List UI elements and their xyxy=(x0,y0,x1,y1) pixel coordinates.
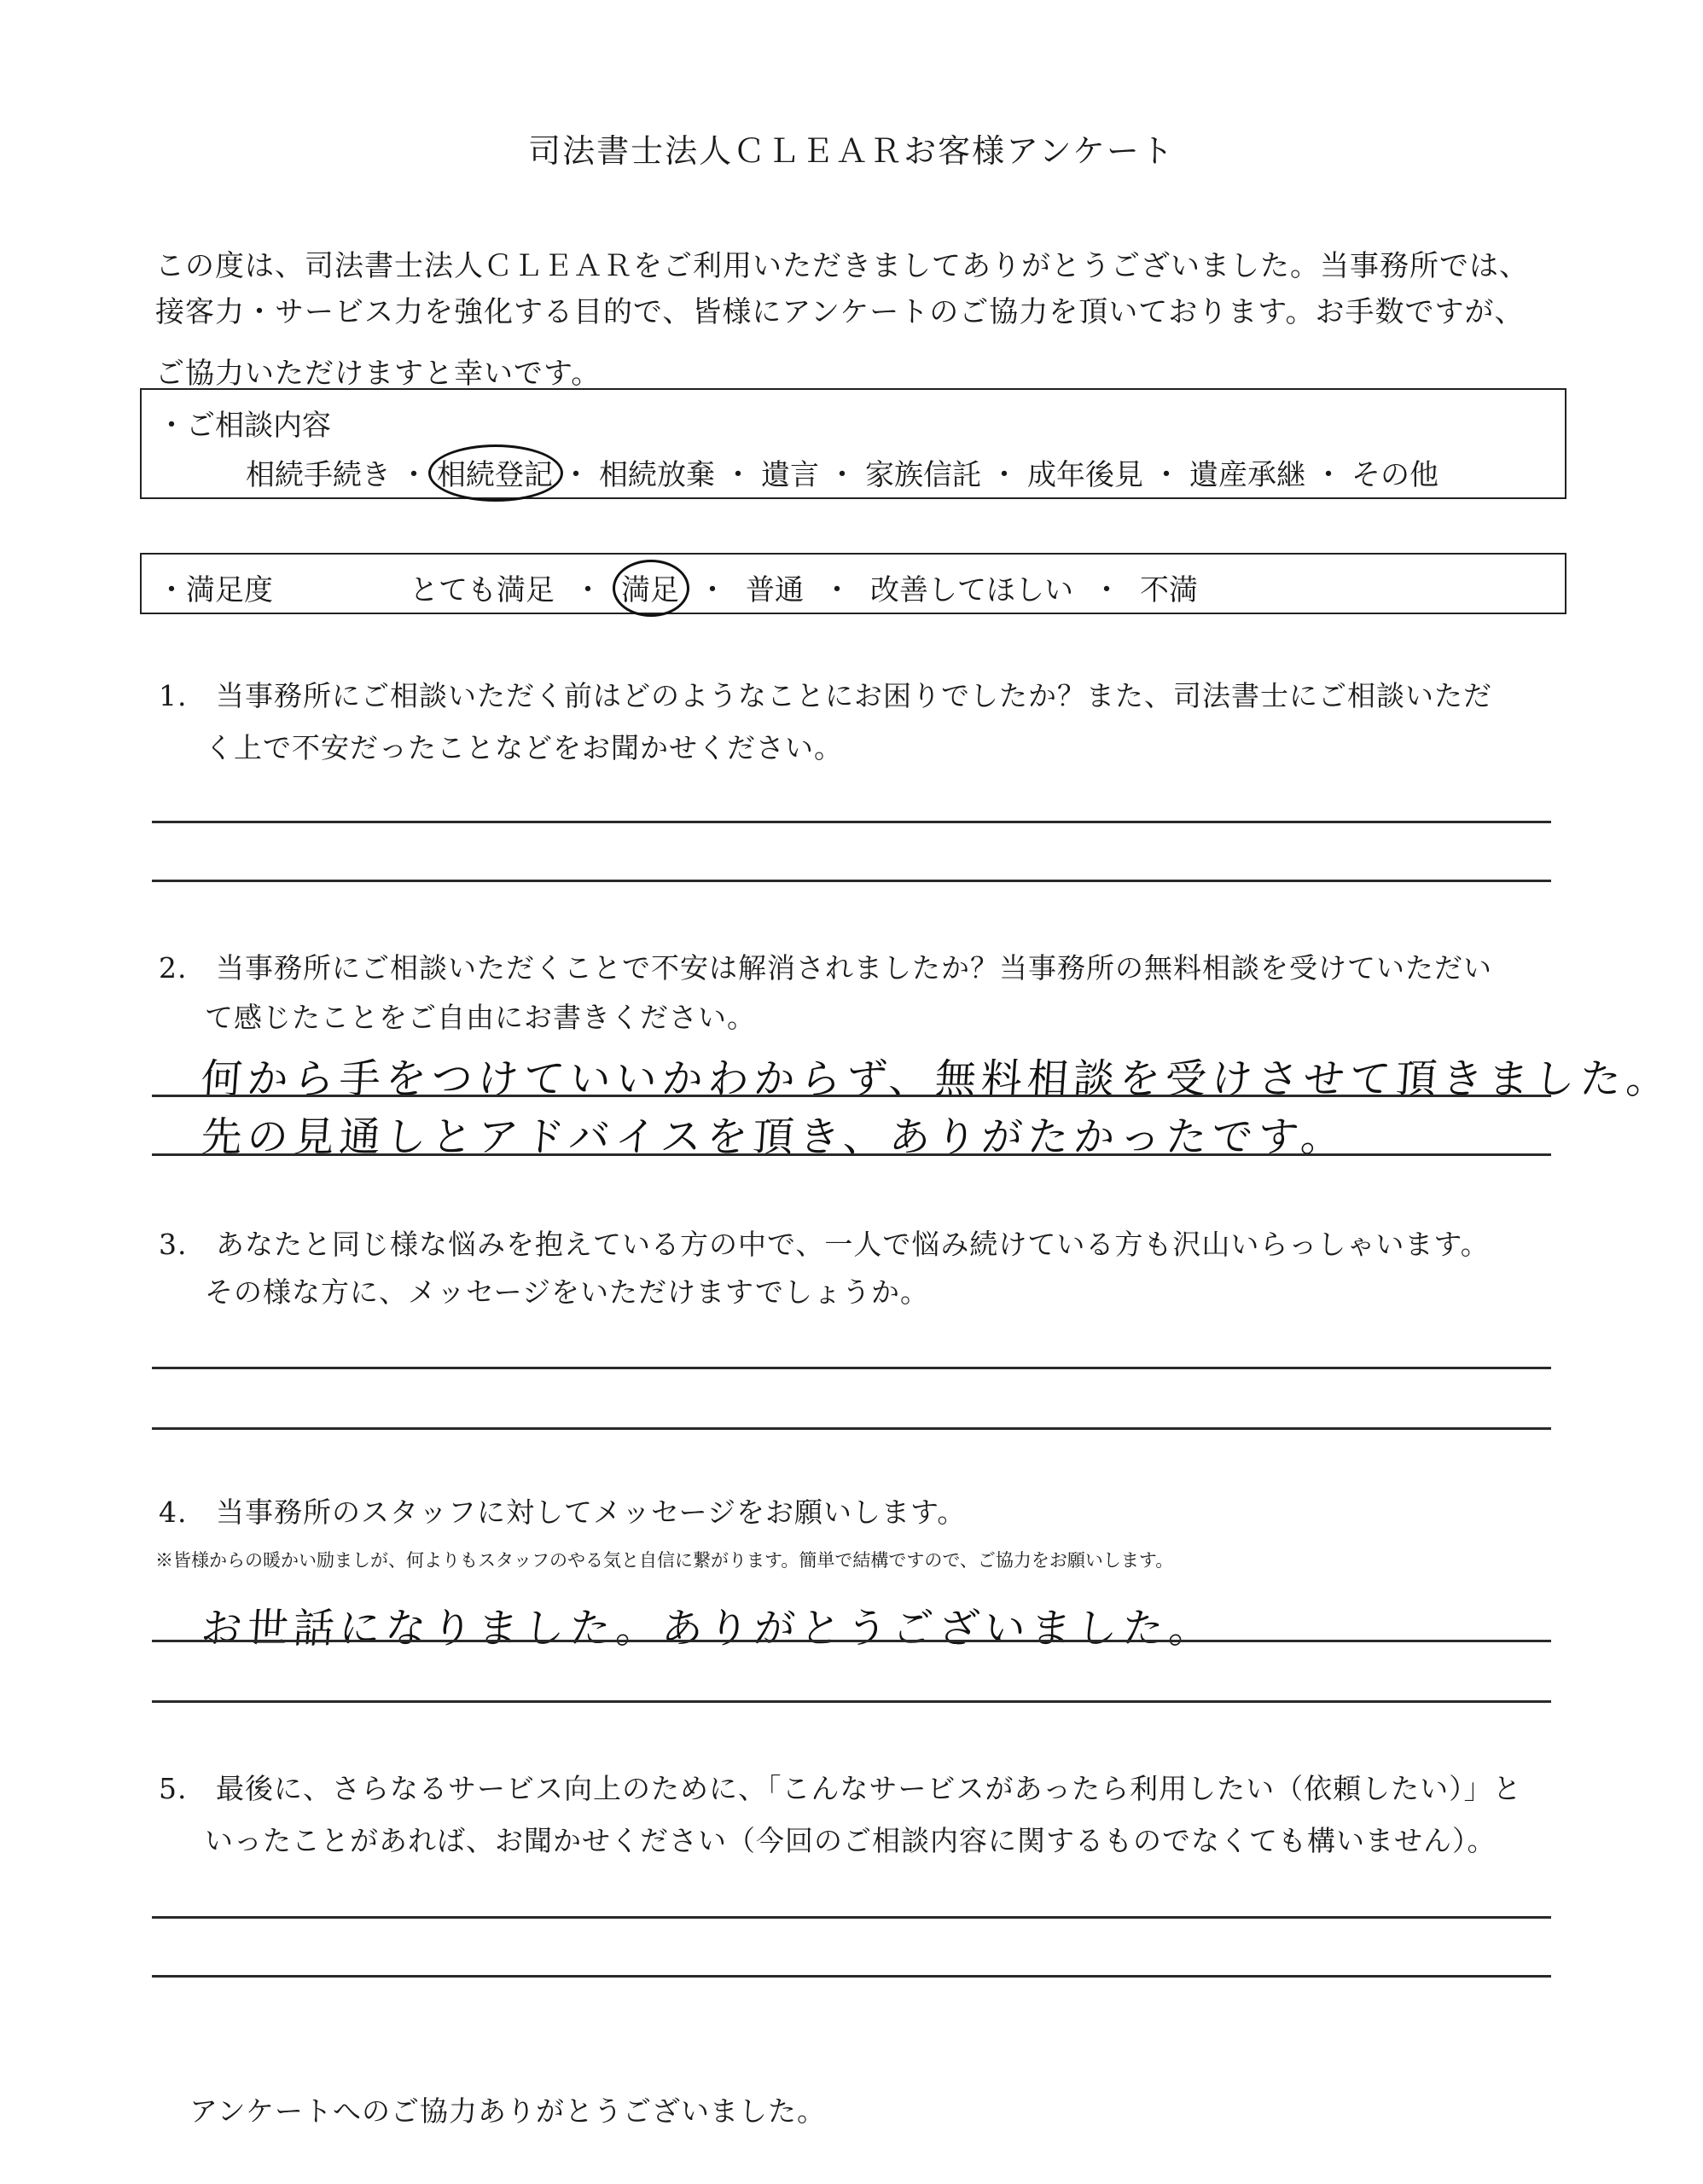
question-3 xyxy=(159,1223,1490,1263)
question-2 xyxy=(159,946,1492,986)
question-1-line-2: く上で不安だったことなどをお聞かせください。 xyxy=(205,731,843,764)
answer-line[interactable] xyxy=(152,1640,1551,1642)
answer-line[interactable] xyxy=(152,1700,1551,1703)
question-4 xyxy=(159,1490,966,1531)
consultation-option[interactable]: その他 xyxy=(1351,458,1439,492)
survey-title: 司法書士法人ＣＬＥＡＲお客様アンケート xyxy=(528,132,1175,170)
satisfaction-option-selected[interactable]: 満足 xyxy=(618,566,683,608)
footer-thanks: アンケートへのご協力ありがとうございました。 xyxy=(189,2094,827,2128)
answer-line[interactable] xyxy=(152,1095,1551,1097)
satisfaction-box xyxy=(140,553,1566,614)
question-3-line-2: その様な方に、メッセージをいただけますでしょうか。 xyxy=(205,1275,930,1309)
answer-line[interactable] xyxy=(152,880,1551,882)
consultation-option[interactable]: 遺言 xyxy=(761,458,819,492)
answer-line[interactable] xyxy=(152,1367,1551,1369)
question-number: 5. xyxy=(159,1772,188,1805)
answer-line[interactable] xyxy=(152,1916,1551,1919)
question-text: 当事務所にご相談いただく前はどのようなことにお困りでしたか？また、司法書士にご相談いただ xyxy=(216,679,1492,712)
consultation-option[interactable]: 成年後見 xyxy=(1027,458,1143,492)
intro-line-2: 接客力・サービス力を強化する目的で、皆様にアンケートのご協力を頂いております。お手数ですが、 xyxy=(155,295,1525,329)
satisfaction-options xyxy=(406,566,1201,608)
separator: ・ xyxy=(561,458,590,492)
answer-line[interactable] xyxy=(152,1153,1551,1156)
question-text: あなたと同じ様な悩みを抱えている方の中で、一人で悩み続けている方も沢山いらっしゃいます。 xyxy=(216,1228,1490,1261)
question-text: 最後に、さらなるサービス向上のために、「こんなサービスがあったら利用したい（依頼したい）」と xyxy=(216,1772,1522,1805)
satisfaction-option[interactable]: 不満 xyxy=(1140,573,1198,607)
consultation-options xyxy=(242,451,1442,493)
question-number: 4. xyxy=(159,1496,188,1529)
satisfaction-option[interactable]: とても満足 xyxy=(410,573,555,607)
separator: ・ xyxy=(724,458,753,492)
separator: ・ xyxy=(1092,573,1121,607)
intro-line-1: この度は、司法書士法人ＣＬＥＡＲをご利用いただきましてありがとうございました。当事務所では、 xyxy=(155,249,1529,283)
question-2-line-2: て感じたことをご自由にお書きください。 xyxy=(205,1001,756,1034)
question-text: 当事務所にご相談いただくことで不安は解消されましたか？当事務所の無料相談を受けていただい xyxy=(216,951,1492,985)
question-5-line-2: いったことがあれば、お聞かせください（今回のご相談内容に関するものでなくても構いません）。 xyxy=(205,1824,1497,1857)
consultation-option[interactable]: 相続手続き xyxy=(246,458,391,492)
consultation-option[interactable]: 相続放棄 xyxy=(599,458,715,492)
intro-line-3: ご協力いただけますと幸いです。 xyxy=(155,357,602,391)
separator: ・ xyxy=(573,573,602,607)
consultation-option[interactable]: 遺産承継 xyxy=(1189,458,1305,492)
handwritten-answer-4-line-1[interactable]: お世話になりました。ありがとうございました。 xyxy=(199,1605,1217,1653)
separator: ・ xyxy=(399,458,428,492)
satisfaction-option[interactable]: 改善してほしい xyxy=(870,573,1073,607)
satisfaction-label: ・満足度 xyxy=(157,573,273,607)
separator: ・ xyxy=(822,573,852,607)
question-5 xyxy=(159,1767,1522,1807)
question-text: 当事務所のスタッフに対してメッセージをお願いします。 xyxy=(216,1496,967,1529)
consultation-option[interactable]: 家族信託 xyxy=(865,458,981,492)
satisfaction-option[interactable]: 普通 xyxy=(746,573,804,607)
consultation-label: ・ご相談内容 xyxy=(157,409,331,443)
question-number: 1. xyxy=(159,679,188,712)
separator: ・ xyxy=(698,573,727,607)
separator: ・ xyxy=(1152,458,1181,492)
separator: ・ xyxy=(990,458,1019,492)
consultation-box xyxy=(140,388,1566,499)
answer-line[interactable] xyxy=(152,821,1551,823)
handwritten-answer-2-line-1[interactable]: 何から手をつけていいかわからず、無料相談を受けさせて頂きました。 xyxy=(199,1055,1674,1103)
question-4-note: ※皆様からの暖かい励ましが、何よりもスタッフのやる気と自信に繋がります。簡単で結構ですので、ご協力をお願いします。 xyxy=(155,1550,1174,1571)
question-number: 2. xyxy=(159,951,188,985)
question-number: 3. xyxy=(159,1228,188,1261)
separator: ・ xyxy=(1314,458,1343,492)
question-1 xyxy=(159,674,1492,714)
answer-line[interactable] xyxy=(152,1975,1551,1978)
handwritten-answer-2-line-2[interactable]: 先の見通しとアドバイスを頂き、ありがたかったです。 xyxy=(199,1113,1349,1161)
separator: ・ xyxy=(828,458,857,492)
consultation-option-selected[interactable]: 相続登記 xyxy=(433,451,556,493)
answer-line[interactable] xyxy=(152,1427,1551,1430)
